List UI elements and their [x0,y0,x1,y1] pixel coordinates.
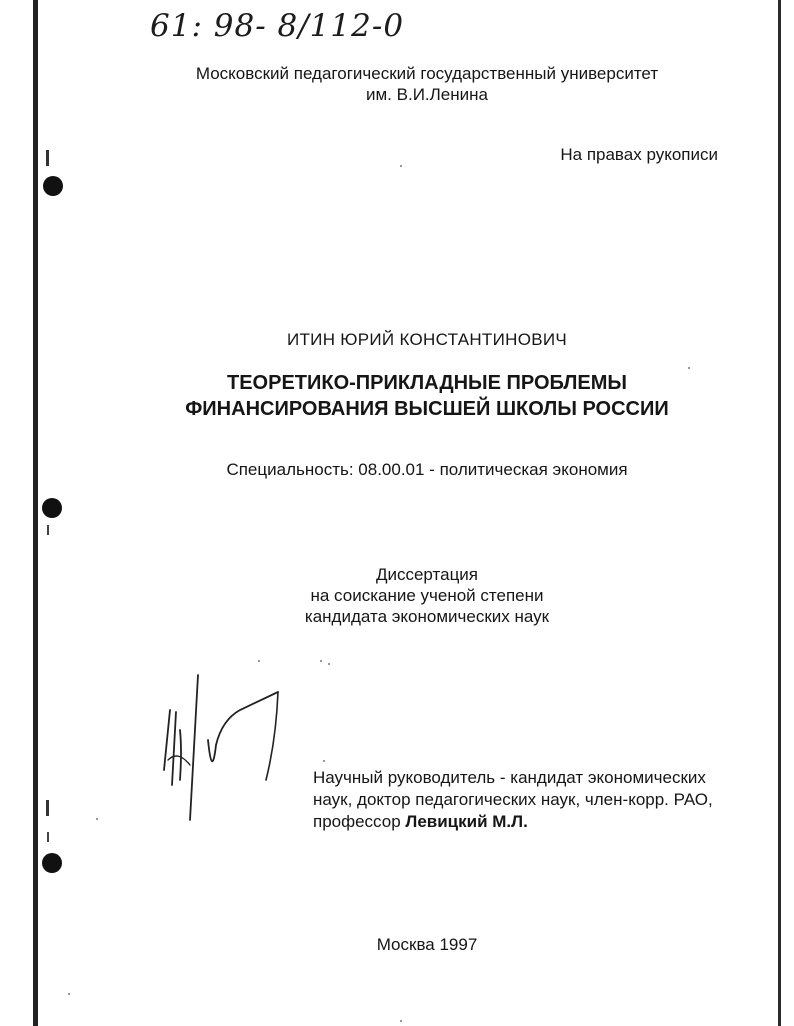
advisor-rank: профессор [313,812,401,831]
scan-speck [328,663,330,665]
scan-speck [400,165,402,167]
punch-hole [42,853,62,873]
city-year: Москва 1997 [376,935,478,954]
scan-mark [46,150,49,166]
university-name: Московский педагогический государственный университет [195,64,659,83]
dissertation-label: Диссертация [375,565,479,584]
scan-mark [47,525,49,535]
scan-speck [320,660,322,662]
advisor-line-1: Научный руководитель - кандидат экономических [313,768,706,787]
author-name: ИТИН ЮРИЙ КОНСТАНТИНОВИЧ [286,330,568,349]
degree-field-line: кандидата экономических наук [304,607,550,626]
dissertation-degree-block [30,564,794,627]
scan-left-edge [33,0,38,1026]
advisor-name: Левицкий М.Л. [405,812,528,831]
degree-line: на соискание ученой степени [310,586,544,605]
advisor-line-2: наук, доктор педагогических наук, член-корр. РАО, [313,790,713,809]
scan-speck [258,660,260,662]
scan-mark [47,832,49,842]
specialty: Специальность: 08.00.01 - политическая экономия [226,460,628,479]
manuscript-rights: На правах рукописи [560,145,718,164]
title-line-1: ТЕОРЕТИКО-ПРИКЛАДНЫЕ ПРОБЛЕМЫ [227,372,627,394]
scan-speck [323,760,325,762]
punch-hole [43,176,63,196]
title-line-2: ФИНАНСИРОВАНИЯ ВЫСШЕЙ ШКОЛЫ РОССИИ [185,398,669,420]
handwritten-signature [150,670,290,830]
dissertation-title [30,370,794,422]
university-header [30,63,794,105]
scientific-advisor [313,767,713,833]
scan-speck [68,993,70,995]
university-named-after: им. В.И.Ленина [366,85,488,104]
archive-code-handwritten: 61: 98- 8/112-0 [150,8,405,44]
scan-speck [688,367,690,369]
scan-speck [400,1020,402,1022]
advisor-line-3 [313,811,713,833]
scan-speck [96,818,98,820]
punch-hole [42,498,62,518]
scan-right-edge [778,0,781,1026]
scan-mark [46,800,49,816]
